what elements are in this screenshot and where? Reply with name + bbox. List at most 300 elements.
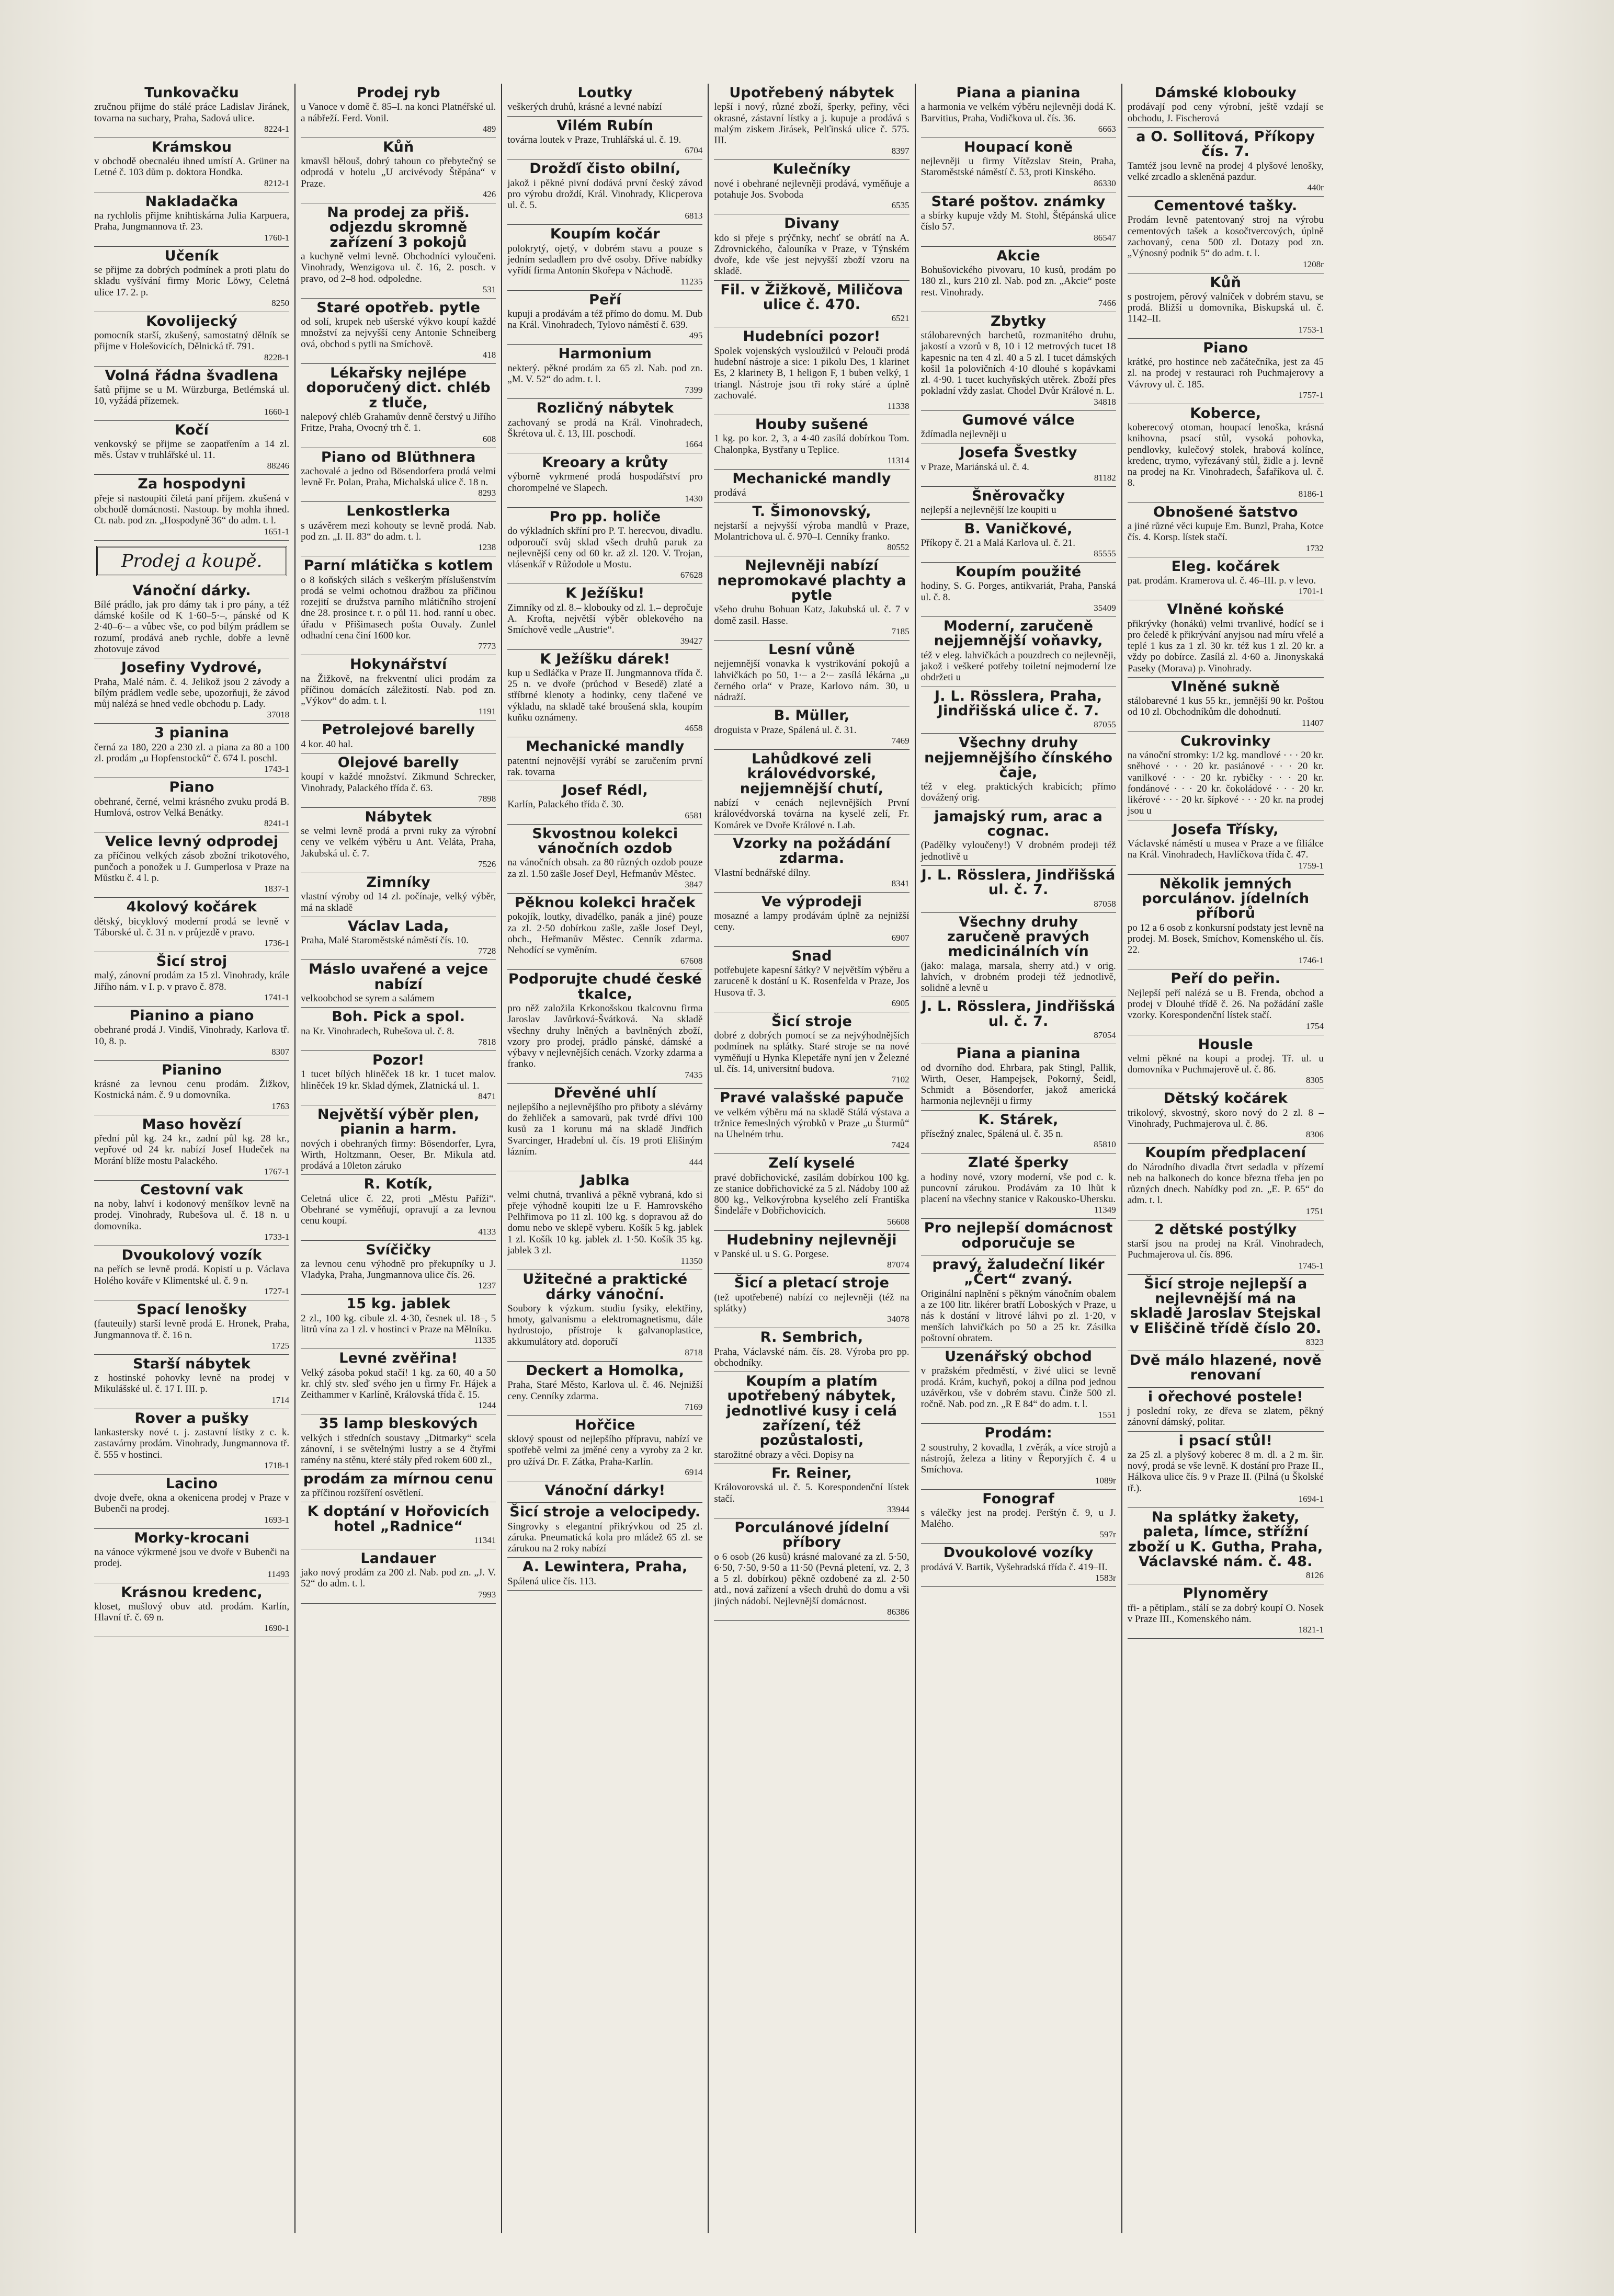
classified-ad	[94, 778, 289, 832]
ad-body: za 25 zl. a plyšový koberec 8 m. dl. a 2 m. šir. nový, prodá se vše levně. K dostání pro Praze II., Hálkova ulice čís. 9 v Praze II. (Pilná (u Školské tř.).	[1127, 1449, 1324, 1494]
ad-number: 1745-1	[1298, 1260, 1324, 1271]
ad-title: Landauer	[360, 1550, 437, 1567]
ad-number: 86330	[1094, 178, 1116, 188]
ad-body: polokrytý, ojetý, v dobrém stavu a pouze s jedním sedadlem pro dvě osoby. Dříve nabídky vyřídí firma Antonín Skořepa v Náchodě.	[507, 243, 703, 277]
ad-title: Kůň	[1210, 274, 1242, 291]
classified-ad	[301, 1502, 496, 1549]
ad-title: Josefiny Vydrové,	[121, 659, 263, 676]
ad-number: 6905	[891, 998, 910, 1008]
classified-ad	[921, 1219, 1116, 1255]
classified-ad	[94, 192, 289, 247]
ad-body: velmi pěkné na koupi a prodej. Tř. ul. u domovníka v Puchmajerově ul. č. 86.	[1127, 1053, 1324, 1076]
ad-body: droguista v Praze, Spálená ul. č. 31.	[714, 724, 857, 736]
ad-title: Máslo uvařené a vejce nabízí	[309, 961, 488, 992]
ad-title: Cukrovinky	[1180, 733, 1271, 749]
ad-body: Soubory k výzkum. studiu fysiky, elektřiny, hmoty, galvanismu a elektromagnetismu, dále hydrostojo, přístroje k galvanoplastice, akkumulátory atd. doporučí	[507, 1303, 703, 1347]
classified-ad	[94, 581, 289, 659]
classified-ad	[301, 203, 496, 299]
classified-ad	[714, 1518, 909, 1621]
classified-ad	[94, 1355, 289, 1409]
ad-number: 33944	[887, 1504, 910, 1514]
ad-title: Nábytek	[365, 808, 432, 825]
ad-number: 1583r	[1095, 1573, 1116, 1583]
ad-title: Hokynářství	[349, 656, 447, 673]
classified-ad	[1128, 339, 1324, 404]
ad-title: Šicí a pletací stroje	[734, 1275, 890, 1292]
classified-ad	[507, 1481, 702, 1503]
classified-ad	[714, 750, 909, 835]
classified-ad	[1128, 1351, 1324, 1388]
ad-body: šatů přijme se u M. Würzburga, Betlémská ul. 10, vyžádá přízemek.	[94, 384, 290, 407]
ad-body: Bohušovického pivovaru, 10 kusů, prodám po 180 zl., kurs 210 zl. Nab. pod zn. „Akcie“ poste rest. Vinohrady.	[920, 264, 1116, 298]
ad-body: a jiné různé věci kupuje Em. Bunzl, Praha, Kotce čís. 4. Korsp. lístek stačí.	[1127, 521, 1324, 543]
ad-number: 8186-1	[1298, 488, 1324, 499]
ad-body: výborně vykrmené prodá hospodářství pro chorompelné ve Slapech.	[507, 471, 703, 494]
ad-body: zachovaný se prodá na Král. Vinohradech, Škrétova ul. č. 13, III. poschodí.	[507, 417, 703, 439]
ad-body: j poslední roky, ze dřeva se zlatem, pěkný zánovní dámský, politar.	[1127, 1405, 1324, 1428]
ad-title: Dřevěné uhlí	[553, 1084, 656, 1101]
ad-number: 1754	[1305, 1021, 1324, 1031]
classified-ad	[94, 421, 289, 475]
ad-number: 531	[482, 284, 496, 294]
ad-body: nových i obehraných firmy: Bösendorfer, Lyra, Wirth, Holtzmann, Oeser, Br. Mikula atd. prodává a 10leton záruko	[301, 1138, 496, 1172]
ad-number: 34078	[887, 1314, 910, 1324]
ad-body: černá za 180, 220 a 230 zl. a piana za 80 a 100 zl. prodám „u Hopfenstocků“ č. 674 I. poschl.	[94, 741, 290, 764]
classified-ad	[301, 753, 496, 808]
ad-title: 3 pianina	[154, 725, 229, 741]
classified-ad	[1128, 1035, 1324, 1090]
ad-title: Prodej ryb	[356, 85, 440, 101]
ad-title: 4kolový kočárek	[126, 899, 257, 916]
classified-ad	[301, 873, 496, 917]
ad-title: Koupím a platím upotřebený nábytek, jednotlivé kusy i celá zařízení, též pozůstalosti,	[726, 1373, 897, 1449]
ad-title: Pravé valašské papuče	[720, 1090, 904, 1106]
classified-ad	[94, 475, 289, 540]
classified-ad	[921, 1544, 1116, 1587]
ad-title: Volná řádna švadlena	[105, 367, 279, 384]
ad-number: 1660-1	[264, 406, 290, 417]
ad-title: Šicí stroje a velocipedy.	[509, 1504, 701, 1521]
ad-body: mosazné a lampy prodávám úplně za nejnižší ceny.	[714, 910, 910, 933]
ad-number: 11314	[887, 455, 910, 465]
ad-body: a harmonia ve velkém výběru nejlevněji dodá K. Barvitius, Praha, Vodičkova ul. čís. 36.	[920, 101, 1116, 124]
ad-body: pro něž založila Krkonošskou tkalcovnu firma Jaroslav Javůrková-Švátková. Na skladě všechny druhy lněných a bavlněných zboží, vzory pro prodej, prádlo pánské, dámské a výbavy v nejlevnějších cenách. Vzorky zdarma a franko.	[507, 1003, 703, 1070]
classified-ad	[921, 807, 1116, 866]
ad-number: 4133	[478, 1226, 496, 1237]
classified-ad	[1128, 1220, 1324, 1275]
ad-body: s postrojem, pěrový valníček v dobrém stavu, se prodá. Bližší u domovníka, Biskupská ul. č. 1142–II.	[1127, 291, 1324, 325]
ad-title: Lesní vůně	[768, 641, 855, 658]
classified-ad	[714, 415, 909, 470]
classified-ad	[94, 1061, 289, 1115]
classified-ad	[921, 1044, 1116, 1110]
ad-body: prodávají pod ceny výrobní, ještě vzdají se obchodu, J. Fischerová	[1127, 101, 1324, 124]
ad-title: Tunkovačku	[144, 85, 239, 101]
classified-ad	[507, 508, 702, 584]
ad-number: 1757-1	[1298, 390, 1324, 400]
ad-body: prodává V. Bartik, Vyšehradská třída č. 419–II.	[920, 1561, 1108, 1573]
ad-body: na vánoční stromky: 1/2 kg. mandlové · · · 20 kr. sněhové · · · 20 kr. pasiánové · · · 20 kr. vanilkové · · · 20 kr. rybičky · · · 20 kr. fondánové · · · 20 kr. čokoládové · · · 20 kr. likérové · · · 20 kr. šípkové · · · 20 kr. na prodej jsou u	[1127, 750, 1324, 817]
ad-title: Všechny druhy nejjemnějšího čínského čaje,	[924, 735, 1113, 781]
ad-body: obehrané, černé, velmi krásného zvuku prodá B. Humlová, ostrov Velká Benátky.	[94, 796, 290, 818]
classified-ad	[921, 443, 1116, 487]
ad-body: nejstarší a nejvyšší výroba mandlů v Praze, Molantrichova ul. č. 970–I. Cenníky franko.	[714, 520, 910, 543]
column-3	[502, 84, 709, 2233]
ad-body: Václavské náměstí u musea v Praze a ve filiálce na Král. Vinohradech, Havlíčkova třída č. 47.	[1127, 838, 1324, 861]
ad-title: Dámské klobouky	[1154, 85, 1297, 101]
ad-title: Olejové barelly	[337, 754, 459, 771]
classified-ad	[94, 724, 289, 778]
ad-number: 7185	[891, 626, 910, 636]
ad-number: 87074	[887, 1260, 910, 1270]
ad-number: 11338	[887, 401, 910, 412]
ad-number: 1238	[478, 542, 496, 553]
classified-ad	[507, 781, 702, 825]
classified-ad	[1128, 820, 1324, 875]
ad-number: 1736-1	[264, 938, 290, 949]
ad-title: Lékařsky nejlépe doporučený dict. chléb z tluče,	[306, 364, 491, 411]
ad-title: Svíčičky	[366, 1241, 431, 1258]
classified-ad	[94, 84, 289, 138]
classified-ad	[1128, 1089, 1324, 1144]
ad-number: 6704	[685, 145, 703, 156]
ad-number: 56608	[887, 1216, 910, 1227]
ad-title: Cestovní vak	[140, 1181, 244, 1198]
classified-ad	[301, 1549, 496, 1604]
ad-title: Vzorky na požádání zdarma.	[733, 835, 891, 867]
classified-ad	[921, 1347, 1116, 1424]
classified-ad	[301, 1470, 496, 1503]
ad-body: ždímadla nejlevněji u	[920, 429, 1007, 440]
ad-number: 34818	[1094, 396, 1116, 407]
classified-ad	[921, 617, 1116, 687]
ad-title: Lenkostlerka	[346, 503, 451, 520]
ad-body: velmi chutná, trvanlivá a pěkně vybraná, kdo si přeje výhodně koupiti lze u F. Hamrovského Pelhřimova po 11 zl. 100 kg. s dopravou až do domu nebo ve sklepě vyberu. Košík 5 kg. jablek 1 zl. Košík 10 kg. jablek zl. 1·50. Košík 35 kg. jablek 3 zl.	[507, 1189, 703, 1256]
ad-title: jamajský rum, arac a cognac.	[934, 808, 1103, 840]
ad-number: 11493	[267, 1569, 290, 1579]
classified-ad	[1128, 1388, 1324, 1432]
ad-number: 1821-1	[1298, 1625, 1324, 1635]
classified-ad	[507, 737, 702, 781]
ad-title: Moderní, zaručeně nejjemnější voňavky,	[934, 618, 1103, 649]
classified-ad	[94, 1115, 289, 1181]
classified-ad	[301, 138, 496, 203]
ad-number: 7102	[891, 1075, 910, 1085]
ad-title: Vánoční dárky!	[544, 1482, 666, 1499]
ad-title: Podporujte chudé české tkalce,	[508, 971, 702, 1002]
ad-number: 8718	[685, 1347, 703, 1357]
ad-title: Koupím kočár	[550, 226, 660, 243]
ad-body: do Národního divadla čtvrt sedadla v přízemí neb na balkonech do konce března třeba jen po různých dnech. Nabídky pod zn. „E. P. 65“ do adm. t. l.	[1127, 1161, 1324, 1206]
ad-body: Singrovky s elegantní přikrývkou od 25 zl. záruka. Pneumatická kola pro mládež 65 zl. se zárukou na 2 roky nabízí	[507, 1521, 703, 1555]
ad-title: B. Vaničkové,	[964, 520, 1073, 537]
ad-number: 1693-1	[264, 1514, 290, 1525]
ad-number: 1733-1	[264, 1232, 290, 1242]
ad-body: 1 tucet bílých hliněček 18 kr. 1 tucet malov. hliněček 19 kr. Sklad dýmek, Zlatnická ul. 1.	[301, 1069, 496, 1091]
classified-ad	[921, 138, 1116, 192]
ad-body: Spálená ulice čís. 113.	[507, 1575, 597, 1587]
ad-title: Josefa Švestky	[959, 444, 1077, 461]
ad-title: Fr. Reiner,	[771, 1465, 852, 1482]
ad-number: 87058	[1094, 898, 1116, 909]
ad-title: Václav Lada,	[347, 918, 449, 934]
ad-title: Peří	[589, 291, 621, 308]
ad-body: 2 soustruhy, 2 kovadla, 1 zvěrák, a více strojů a nástrojů, železa a litiny v Řeporyjích č. 4 u Smíchova.	[920, 1442, 1116, 1476]
classified-ad	[94, 1246, 289, 1300]
classified-ad	[714, 1464, 909, 1518]
ad-title: Největší výběr plen, pianin a harm.	[317, 1106, 480, 1138]
ad-title: J. L. Rösslera, Jindřišská ul. č. 7.	[921, 866, 1116, 898]
ad-title: a O. Sollitová, Příkopy čís. 7.	[1136, 128, 1315, 160]
ad-body: přikrývky (honáků) velmi trvanlivé, hodící se i pro čeledě k přikrývání anyjsou nad míru vřelé a teplé 1 kus za 1 zl. 30 kr. též kus 1 zl. 20 kr. a vždy po dobírce. Zasílá zl. 4·60 a. Jinonyskaká Paseky (Morava) p. Vinohrady.	[1127, 618, 1324, 674]
ad-title: Upotřebený nábytek	[729, 85, 894, 101]
ad-body: vlastní výroby od 14 zl. počínaje, velký výběr, má na skladě	[301, 891, 496, 913]
classified-ad	[301, 364, 496, 448]
ad-number: 6535	[891, 200, 910, 211]
ad-body: starožitné obrazy a věci. Dopisy na	[714, 1449, 854, 1460]
ad-title: Rover a pušky	[134, 1410, 249, 1426]
classified-ad	[714, 1154, 909, 1230]
ad-title: Hudebniny nejlevněji	[726, 1231, 897, 1248]
ad-number: 86547	[1094, 232, 1116, 243]
ad-number: 1751	[1305, 1206, 1324, 1216]
ad-number: 6581	[685, 810, 703, 820]
classified-ad	[714, 1012, 909, 1089]
classified-ad	[94, 1529, 289, 1583]
ad-number: 7424	[891, 1140, 910, 1150]
ad-number: 4658	[685, 723, 703, 734]
ad-body: Praha, Staré Město, Karlova ul. č. 46. Nejnižší ceny. Cenníky zdarma.	[507, 1379, 703, 1402]
ad-number: 8341	[891, 878, 910, 888]
classified-ad	[714, 214, 909, 280]
ad-number: 8293	[478, 488, 496, 498]
ad-body: za levnou cenu výhodně pro překupníky u J. Vladyka, Praha, Jungmannova ulice čís. 26.	[301, 1258, 496, 1281]
classified-ad	[921, 192, 1116, 247]
ad-title: Lahůdkové zeli královédvorské, nejjemnější chutí,	[740, 750, 884, 797]
classified-ad	[94, 1409, 289, 1475]
ad-body: malý, zánovní prodám za 15 zl. Vinohrady, krále Jiřího nám. v I. p. v pravo č. 878.	[94, 970, 290, 992]
classified-ad	[1128, 197, 1324, 273]
ad-body: na Žižkově, na frekventní ulici prodám za příčinou domácích záležitostí. Nab. pod zn. „Výkov“ do adm. t. l.	[301, 673, 496, 707]
classified-ad	[301, 1051, 496, 1105]
classified-ad	[94, 1583, 289, 1638]
classified-ad	[301, 808, 496, 873]
ad-title: Krámskou	[151, 139, 232, 155]
classified-ad	[94, 247, 289, 312]
ad-body: pokojík, loutky, divadélko, panák a jiné) pouze za zl. 2·50 dobírkou zašle, zašle Josef Deyl, obch., Heřmanův Městec. Cenník zdarma. Nehodící se vyměním.	[507, 911, 703, 956]
ad-body: Bílé prádlo, jak pro dámy tak i pro pány, a též dámské košile od K 1·60–5·–, pánské od K 2·40–6·– a vůbec vše, co pod bílým prádlem se rozumí, prodává aneb rychle, dobře a levně zhotovuje závod	[94, 599, 290, 655]
column-5	[916, 84, 1122, 2233]
ad-number: 6813	[685, 211, 703, 221]
ad-title: Loutky	[577, 85, 633, 101]
ad-body: hodiny, S. G. Porges, antikvariát, Praha, Panská ul. č. 8.	[920, 580, 1116, 603]
ad-number: 8305	[1305, 1075, 1324, 1086]
classified-ad	[921, 687, 1116, 734]
classified-ad	[507, 584, 702, 649]
ad-body: továrna loutek v Praze, Truhlářská ul. č. 19.	[507, 134, 681, 145]
classified-ad	[507, 1362, 702, 1416]
ad-title: Piana a pianina	[956, 1045, 1081, 1062]
ad-body: ve velkém výběru má na skladě Stálá výstava a tržnice řemeslných výrobků v Praze „u Šturmů“ na Uhelném trhu.	[714, 1106, 910, 1140]
ad-body: obehrané prodá J. Vindiš, Vinohrady, Karlova tř. 10, 8. p.	[94, 1024, 290, 1047]
ad-body: 2 zl., 100 kg. cibule zl. 4·30, česnek ul. 18–, 5 litrů vína za 1 zl. v hostinci v Praze na Mělníku.	[301, 1312, 496, 1335]
ad-title: Fil. v Žižkově, Miličova ulice č. 470.	[720, 281, 903, 313]
classified-ad	[94, 1007, 289, 1061]
ad-title: Učeník	[164, 247, 219, 264]
classified-ad	[921, 1424, 1116, 1489]
classified-ad	[714, 1231, 909, 1274]
ad-number: 1732	[1305, 543, 1324, 553]
ad-body: kup u Sedláčka v Praze II. Jungmannova třída č. 25 n. ve dvoře (průchod v Besedě) zlaté a stříbrné klenoty a hodinky, ceny tlačené ve výkladu, na skladě také broušená skla, koupím kuňku oznámeny.	[507, 667, 703, 723]
ad-number: 3847	[685, 879, 703, 889]
classified-ad	[921, 247, 1116, 312]
ad-body: Praha, Malé Staroměstské náměstí čís. 10.	[301, 935, 469, 946]
classified-ad	[1128, 273, 1324, 339]
classified-columns	[89, 84, 1536, 2233]
ad-body: a kuchyně velmi levně. Obchodníci vyloučeni. Vinohrady, Wenzigova ul. č. 16, 2. posch. v pravo, od 2–8 hod. odpoledne.	[301, 251, 496, 284]
ad-number: 6907	[891, 932, 910, 943]
classified-ad	[921, 487, 1116, 520]
ad-body: Prodám levně patentovaný stroj na výrobu cementových tašek a kosočtvercových, úplně zachovaný, cena 500 zl. Dotazy pod zn. „Výnosný podnik 5“ do adm. t. l.	[1127, 214, 1324, 259]
ad-title: Houby sušené	[755, 416, 869, 433]
ad-title: B. Müller,	[774, 707, 850, 724]
classified-ad	[94, 658, 289, 724]
classified-ad	[507, 825, 702, 894]
classified-ad	[1128, 1144, 1324, 1220]
ad-title: pravý, žaludeční likér „Čert“ zvaný.	[932, 1256, 1105, 1288]
ad-title: K Ježíšku dárek!	[540, 650, 670, 667]
ad-body: po 12 a 6 osob z konkursní podstaty jest levně na prodej. M. Bosek, Smíchov, Komenského ul. čís. 22.	[1127, 922, 1324, 956]
ad-number: 11350	[680, 1256, 703, 1266]
ad-number: 8126	[1305, 1570, 1324, 1581]
classified-ad	[714, 893, 909, 947]
ad-title: Pianino	[162, 1061, 222, 1078]
classified-ad	[1128, 969, 1324, 1035]
ad-number: 7898	[478, 793, 496, 804]
column-6	[1122, 84, 1329, 2233]
classified-ad	[301, 917, 496, 961]
column-4	[709, 84, 915, 2233]
ad-number: 1191	[478, 706, 496, 717]
ad-number: 39427	[680, 635, 703, 646]
ad-title: Koberce,	[1190, 405, 1261, 421]
ad-body: venkovský se přijme se zaopatřením a 14 zl. měs. Ústav v truhlářské ul. 11.	[94, 438, 290, 461]
classified-ad	[301, 655, 496, 721]
ad-body: též v eleg. lahvičkách a pouzdrech co nejlevněji, jakož i veškeré potřeby toiletní nejmoderní lze obdržeti u	[920, 649, 1116, 683]
classified-ad	[94, 952, 289, 1007]
ad-title: Josef Rédl,	[562, 782, 648, 799]
ad-title: Skvostnou kolekci vánočních ozdob	[532, 825, 678, 857]
ad-title: Mechanické mandly	[526, 738, 685, 755]
ad-body: nalepový chléb Grahamův denně čerstvý u Jiřího Fritze, Praha, Ovocný trh č. 1.	[301, 412, 496, 434]
ad-title: 2 dětské postýlky	[1154, 1221, 1297, 1238]
ad-body: Praha, Václavské nám. čís. 28. Výroba pro pp. obchodníky.	[714, 1346, 910, 1368]
ad-number: 7526	[478, 859, 496, 869]
classified-ad	[507, 159, 702, 225]
ad-body: krásné za levnou cenu prodám. Žižkov, Kostnická nám. č. 9 u domovníka.	[94, 1079, 290, 1101]
ad-title: Parní mlátička s kotlem	[303, 557, 493, 574]
ad-title: K Ježíšku!	[565, 585, 645, 602]
ad-number: 11407	[1301, 717, 1324, 728]
ad-body: za příčinou rozšíření osvětlení.	[301, 1487, 424, 1499]
ad-number: 6663	[1098, 123, 1116, 134]
classified-ad	[301, 299, 496, 364]
ad-body: s válečky jest na prodej. Perštýn č. 9, u J. Malého.	[920, 1507, 1116, 1530]
classified-ad	[921, 997, 1116, 1044]
classified-ad	[94, 1300, 289, 1355]
ad-title: Piano od Blüthnera	[321, 449, 476, 465]
classified-ad	[921, 563, 1116, 617]
ad-body: Příkopy č. 21 a Malá Karlova ul. č. 21.	[920, 537, 1076, 549]
ad-body: za příčinou velkých zásob zbožní trikotového, punčoch a ponožek u J. Gumperlosa v Praze na Můstku č. 4 l. p.	[94, 850, 290, 884]
classified-ad	[507, 1558, 702, 1591]
ad-body: velkoobchod se syrem a salámem	[301, 993, 435, 1004]
ad-body: na noby, lahví i kodonový menšíkov levně na prodej. Vinohrady, Rubešova ul. č. 18 n. u domovníka.	[94, 1198, 290, 1232]
classified-ad	[301, 448, 496, 502]
ad-title: 15 kg. jablek	[346, 1296, 451, 1312]
ad-body: krátké, pro hostince neb začátečníka, jest za 45 zl. na prodej v restauraci roh Puchmajerovy a Vávrovy ul. č. 185.	[1127, 356, 1324, 390]
classified-ad	[301, 1105, 496, 1175]
ad-number: 1725	[271, 1340, 290, 1351]
classified-ad	[921, 866, 1116, 913]
classified-ad	[301, 502, 496, 556]
ad-title: Josefa Třísky,	[1172, 821, 1279, 838]
ad-title: Vánoční dárky.	[132, 582, 251, 599]
ad-title: K doptání v Hořovicích hotel „Radnice“	[307, 1503, 490, 1535]
ad-number: 86386	[887, 1606, 910, 1617]
ad-number: 1089r	[1095, 1475, 1116, 1486]
ad-body: kdo si přeje s prýčnky, nechť se obrátí na A. Zdrovnického, čalouníka v Praze, v Týnském dvoře, kde vše jest nejvyšší zboží vzoru na skladě.	[714, 232, 910, 277]
ad-number: 1727-1	[264, 1286, 290, 1296]
ad-body: přeje si nastoupiti čiletá paní příjem. zkušená v obchodě domácnosti. Nastoup. by mohla ihned. Ct. nab. pod zn. „Hospodyně 36“ do adm. t. l.	[94, 493, 290, 527]
ad-body: Zimníky od zl. 8.– klobouky od zl. 1.– depročuje A. Krofta, největší výběr oblekového na Smíchově vedle „Austrie“.	[507, 602, 703, 636]
ad-body: a sbírky kupuje vždy M. Stohl, Štěpánská ulice číslo 57.	[920, 210, 1116, 233]
ad-number: 8228-1	[264, 352, 290, 362]
ad-title: Na prodej za přiš. odjezdu skromně zařízení 3 pokojů	[327, 204, 470, 250]
ad-title: Piano	[169, 779, 214, 796]
ad-body: trikolový, skvostný, skoro nový do 2 zl. 8 – Vinohrady, Puchmajerova ul. č. 86.	[1127, 1107, 1324, 1130]
classified-ad	[921, 1255, 1116, 1347]
classified-ad	[301, 721, 496, 753]
ad-body: též v eleg. praktických krabicích; přímo dovážený orig.	[920, 781, 1116, 804]
ad-number: 6521	[891, 313, 910, 324]
classified-ad	[301, 84, 496, 138]
classified-ad	[714, 1372, 909, 1464]
ad-number: 11335	[474, 1335, 496, 1345]
ad-body: přísežný znalec, Spálená ul. č. 35 n.	[920, 1128, 1063, 1139]
classified-ad	[301, 556, 496, 655]
classified-ad	[714, 1089, 909, 1154]
classified-ad	[921, 312, 1116, 411]
classified-ad	[1128, 557, 1324, 601]
classified-ad	[714, 327, 909, 415]
classified-ad	[507, 1503, 702, 1558]
ad-body: jakož i pěkné pivní dodává první český závod pro výrobu droždí, Král. Vinohrady, Klicperova ul. č. 5.	[507, 177, 703, 211]
classified-ad	[94, 1475, 289, 1529]
ad-body: dvoje dveře, okna a okenicena prodej v Praze v Bubenči na prodej.	[94, 1492, 290, 1515]
ad-title: Staré poštov. známky	[931, 193, 1106, 210]
ad-number: 35409	[1094, 603, 1116, 613]
classified-ad	[94, 898, 289, 952]
ad-number: 1244	[478, 1400, 496, 1411]
ad-number: 7993	[478, 1589, 496, 1600]
ad-number: 7773	[478, 641, 496, 652]
ad-number: 1690-1	[264, 1623, 290, 1634]
ad-number: 1664	[685, 439, 703, 450]
ad-body: nekterý. pěkné prodám za 65 zl. Nab. pod zn. „M. V. 52“ do adm. t. l.	[507, 362, 703, 385]
ad-body: 4 kor. 40 hal.	[301, 738, 353, 750]
classified-ad	[301, 1008, 496, 1051]
